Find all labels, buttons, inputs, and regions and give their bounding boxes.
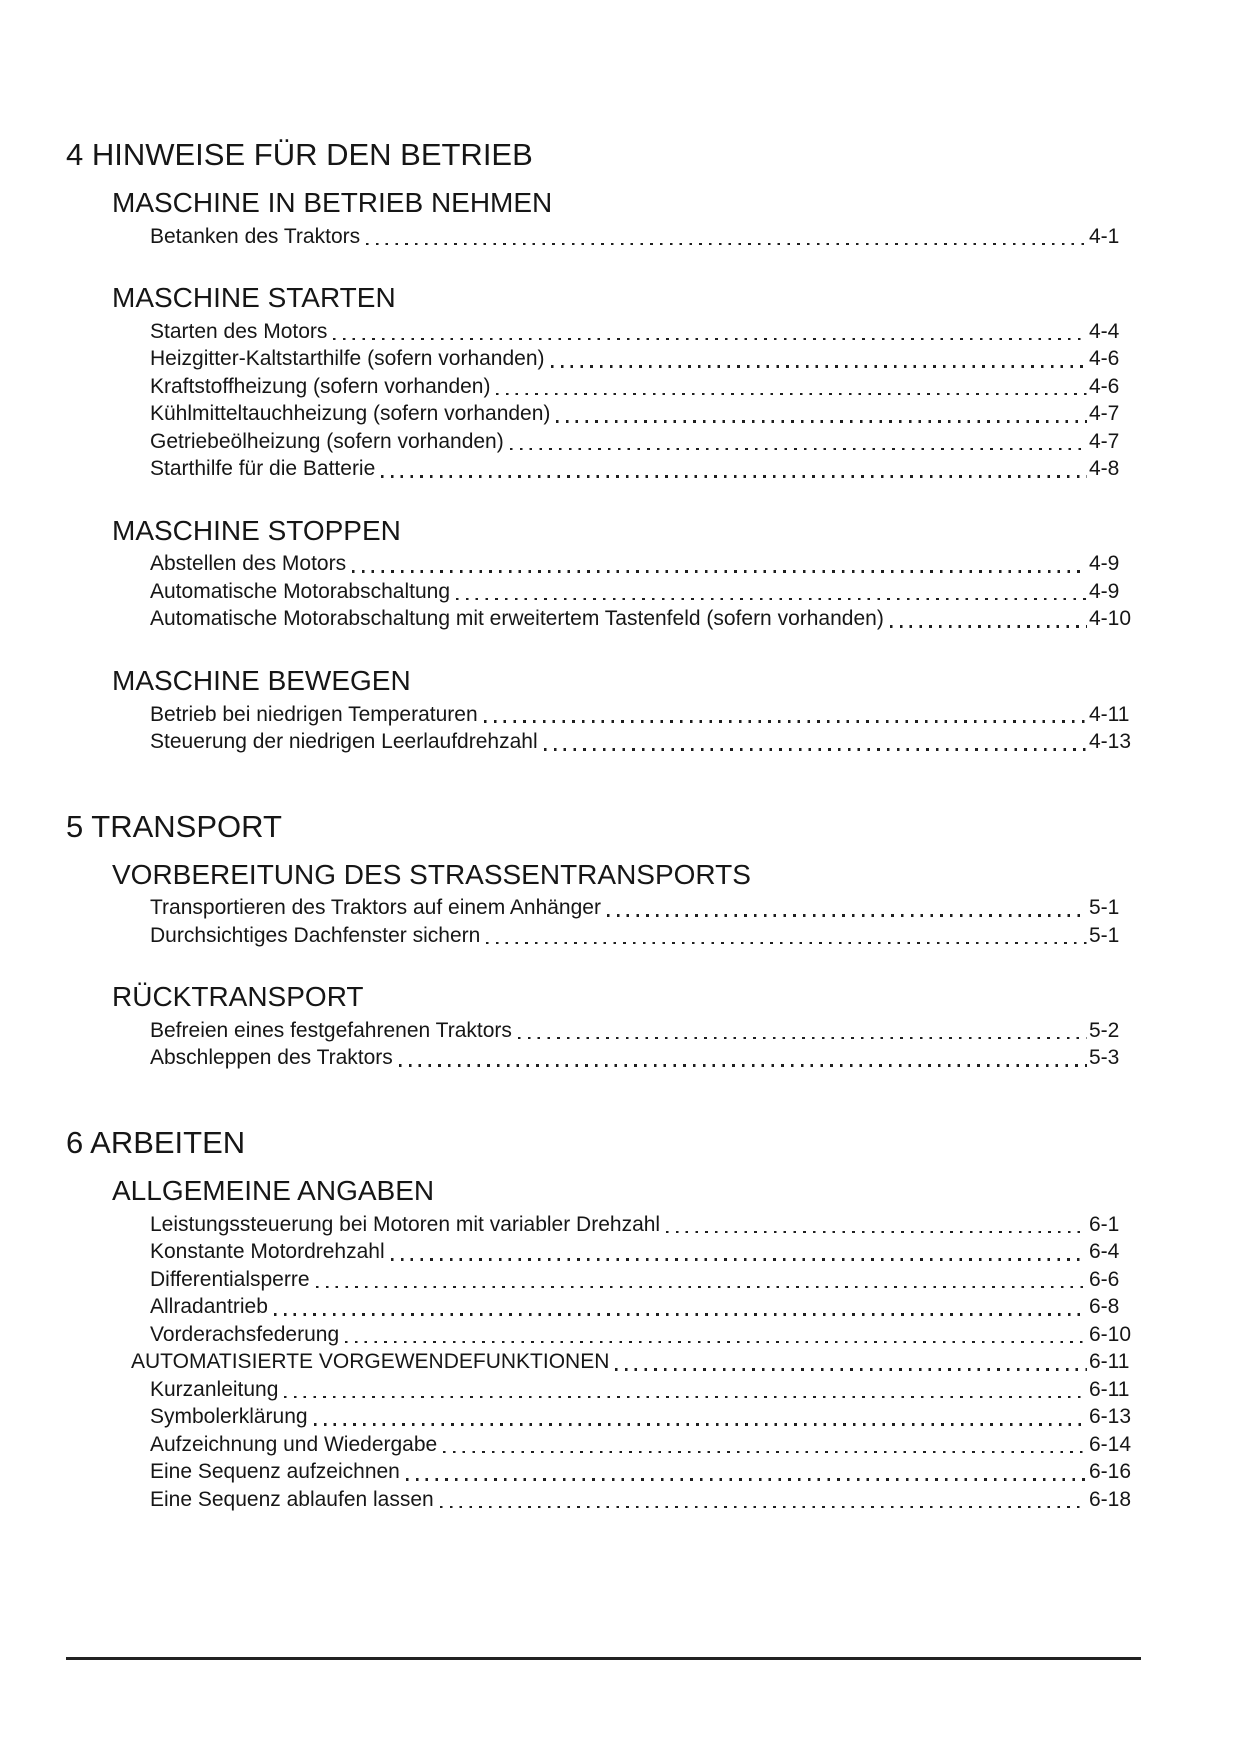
entry-label: Automatische Motorabschaltung mit erweitertem Tastenfeld (sofern vorhanden): [150, 607, 884, 631]
dot-leader: [391, 1258, 1087, 1261]
entry-page-number: 4-6: [1089, 347, 1120, 371]
toc-entry: [150, 1266, 1141, 1294]
section-title: MASCHINE STARTEN: [112, 282, 396, 314]
entry-page-number: 4-1: [1089, 224, 1120, 248]
toc-entry: [150, 922, 1141, 950]
dot-leader: [314, 1423, 1087, 1426]
toc-entry: [150, 1431, 1141, 1459]
entry-page-number: 4-9: [1089, 579, 1120, 603]
entry-label: Befreien eines festgefahrenen Traktors: [150, 1018, 512, 1042]
toc-entry: [150, 455, 1141, 483]
entry-page-number: 4-10: [1089, 607, 1132, 631]
chapter-hinweise-fuer-den-betrieb: [66, 136, 1141, 756]
entry-label: Leistungssteuerung bei Motoren mit variabler Drehzahl: [150, 1212, 661, 1236]
section-ruecktransport: [66, 980, 1141, 1072]
dot-leader: [381, 475, 1087, 478]
dot-leader: [274, 1313, 1087, 1316]
dot-leader: [406, 1478, 1087, 1481]
entry-label: Kurzanleitung: [150, 1377, 279, 1401]
entry-label: Aufzeichnung und Wiedergabe: [150, 1432, 438, 1456]
toc-entry-automatisierte-vorgewendefunktionen: [131, 1348, 1141, 1376]
entry-label: Getriebeölheizung (sofern vorhanden): [150, 429, 504, 453]
entry-page-number: 5-1: [1089, 896, 1120, 920]
toc-entry: [150, 550, 1141, 578]
toc-entry: [150, 400, 1141, 428]
entry-page-number: 6-10: [1089, 1322, 1132, 1346]
entry-page-number: 4-13: [1089, 730, 1132, 754]
entry-page-number: 4-6: [1089, 374, 1120, 398]
dot-leader: [484, 720, 1087, 723]
dot-leader: [510, 448, 1087, 451]
section-maschine-bewegen: [66, 664, 1141, 756]
dot-leader: [316, 1286, 1087, 1289]
toc-entry: [150, 1293, 1141, 1321]
entry-label: Kraftstoffheizung (sofern vorhanden): [150, 374, 491, 398]
section-maschine-in-betrieb-nehmen: [66, 186, 1141, 250]
dot-leader: [551, 365, 1087, 368]
entry-label: Eine Sequenz aufzeichnen: [150, 1460, 400, 1484]
entry-label: Vorderachsfederung: [150, 1322, 340, 1346]
table-of-contents: [66, 136, 1141, 1513]
dot-leader: [607, 914, 1087, 917]
toc-entry: [150, 1403, 1141, 1431]
toc-entry: [150, 223, 1141, 251]
toc-entry: [150, 1017, 1141, 1045]
dot-leader: [556, 420, 1087, 423]
dot-leader: [456, 598, 1087, 601]
entry-label: Kühlmitteltauchheizung (sofern vorhanden): [150, 402, 551, 426]
toc-entry: [150, 578, 1141, 606]
dot-leader: [366, 243, 1087, 246]
entry-page-number: 6-16: [1089, 1460, 1132, 1484]
entry-page-number: 6-11: [1089, 1350, 1130, 1374]
section-vorbereitung-des-strassentransports: [66, 858, 1141, 950]
entry-page-number: 4-11: [1089, 702, 1130, 726]
dot-leader: [496, 393, 1087, 396]
entry-label: Steuerung der niedrigen Leerlaufdrehzahl: [150, 730, 538, 754]
toc-entry: [150, 1486, 1141, 1514]
section-maschine-starten: [66, 281, 1141, 483]
entry-label: Heizgitter-Kaltstarthilfe (sofern vorhanden): [150, 347, 545, 371]
entry-label: Allradantrieb: [150, 1295, 268, 1319]
entry-label: Abschleppen des Traktors: [150, 1046, 393, 1070]
entry-label: Starthilfe für die Batterie: [150, 457, 376, 481]
entry-page-number: 4-7: [1089, 429, 1120, 453]
dot-leader: [544, 748, 1087, 751]
toc-entry: [150, 1321, 1141, 1349]
entry-label: Differentialsperre: [150, 1267, 310, 1291]
entry-page-number: 5-3: [1089, 1046, 1120, 1070]
toc-entry: [150, 728, 1141, 756]
dot-leader: [486, 942, 1087, 945]
entry-label: Betrieb bei niedrigen Temperaturen: [150, 702, 478, 726]
entry-label: Symbolerklärung: [150, 1405, 308, 1429]
toc-entry: [150, 428, 1141, 456]
entry-label: Abstellen des Motors: [150, 552, 347, 576]
toc-entry: [150, 318, 1141, 346]
dot-leader: [345, 1341, 1087, 1344]
dot-leader: [440, 1506, 1087, 1509]
chapter-title: 4 HINWEISE FÜR DEN BETRIEB: [66, 137, 533, 172]
dot-leader: [615, 1368, 1087, 1371]
toc-entry: [150, 1044, 1141, 1072]
dot-leader: [890, 625, 1087, 628]
entry-page-number: 6-4: [1089, 1240, 1120, 1264]
entry-list: [66, 318, 1141, 483]
entry-label: Durchsichtiges Dachfenster sichern: [150, 923, 481, 947]
entry-page-number: 6-11: [1089, 1377, 1130, 1401]
toc-entry: [150, 345, 1141, 373]
entry-list: [66, 223, 1141, 251]
entry-label: Starten des Motors: [150, 319, 328, 343]
section-title: VORBEREITUNG DES STRASSENTRANSPORTS: [112, 858, 751, 890]
dot-leader: [666, 1231, 1087, 1234]
toc-entry: [150, 894, 1141, 922]
entry-page-number: 4-7: [1089, 402, 1120, 426]
toc-entry: [150, 1376, 1141, 1404]
section-title: RÜCKTRANSPORT: [112, 981, 364, 1013]
section-title: MASCHINE STOPPEN: [112, 514, 401, 546]
dot-leader: [399, 1064, 1087, 1067]
toc-entry: [150, 605, 1141, 633]
dot-leader: [284, 1396, 1087, 1399]
entry-label: Konstante Motordrehzahl: [150, 1240, 385, 1264]
chapter-title: 5 TRANSPORT: [66, 808, 282, 844]
entry-label: Automatische Motorabschaltung: [150, 579, 450, 603]
entry-page-number: 4-8: [1089, 457, 1120, 481]
dot-leader: [352, 570, 1087, 573]
section-title: MASCHINE BEWEGEN: [112, 664, 411, 696]
section-maschine-stoppen: [66, 514, 1141, 633]
toc-entry: [150, 701, 1141, 729]
entry-page-number: 6-8: [1089, 1295, 1120, 1319]
toc-entry: [150, 1458, 1141, 1486]
entry-page-number: 6-1: [1089, 1212, 1120, 1236]
chapter-title: 6 ARBEITEN: [66, 1124, 246, 1160]
entry-label: Betanken des Traktors: [150, 224, 361, 248]
entry-page-number: 6-14: [1089, 1432, 1132, 1456]
entry-list: [66, 550, 1141, 633]
toc-entry: [150, 1211, 1141, 1239]
entry-list: [66, 894, 1141, 949]
entry-list: [66, 701, 1141, 756]
chapter-arbeiten: [66, 1124, 1141, 1513]
dot-leader: [443, 1451, 1087, 1454]
section-title: MASCHINE IN BETRIEB NEHMEN: [112, 187, 553, 219]
footer-rule: [66, 1657, 1141, 1660]
entry-page-number: 4-9: [1089, 552, 1120, 576]
section-title: ALLGEMEINE ANGABEN: [112, 1175, 435, 1207]
dot-leader: [333, 338, 1087, 341]
section-allgemeine-angaben: [66, 1174, 1141, 1513]
entry-page-number: 5-1: [1089, 923, 1120, 947]
dot-leader: [518, 1037, 1087, 1040]
entry-label: AUTOMATISIERTE VORGEWENDEFUNKTIONEN: [131, 1350, 610, 1374]
entry-label: Transportieren des Traktors auf einem Anhänger: [150, 896, 601, 920]
entry-page-number: 6-18: [1089, 1487, 1132, 1511]
entry-list: [66, 1017, 1141, 1072]
entry-list: [66, 1211, 1141, 1514]
toc-entry: [150, 1238, 1141, 1266]
entry-page-number: 6-6: [1089, 1267, 1120, 1291]
entry-page-number: 4-4: [1089, 319, 1120, 343]
entry-page-number: 6-13: [1089, 1405, 1132, 1429]
chapter-transport: [66, 808, 1141, 1072]
entry-label: Eine Sequenz ablaufen lassen: [150, 1487, 434, 1511]
entry-page-number: 5-2: [1089, 1018, 1120, 1042]
toc-entry: [150, 373, 1141, 401]
